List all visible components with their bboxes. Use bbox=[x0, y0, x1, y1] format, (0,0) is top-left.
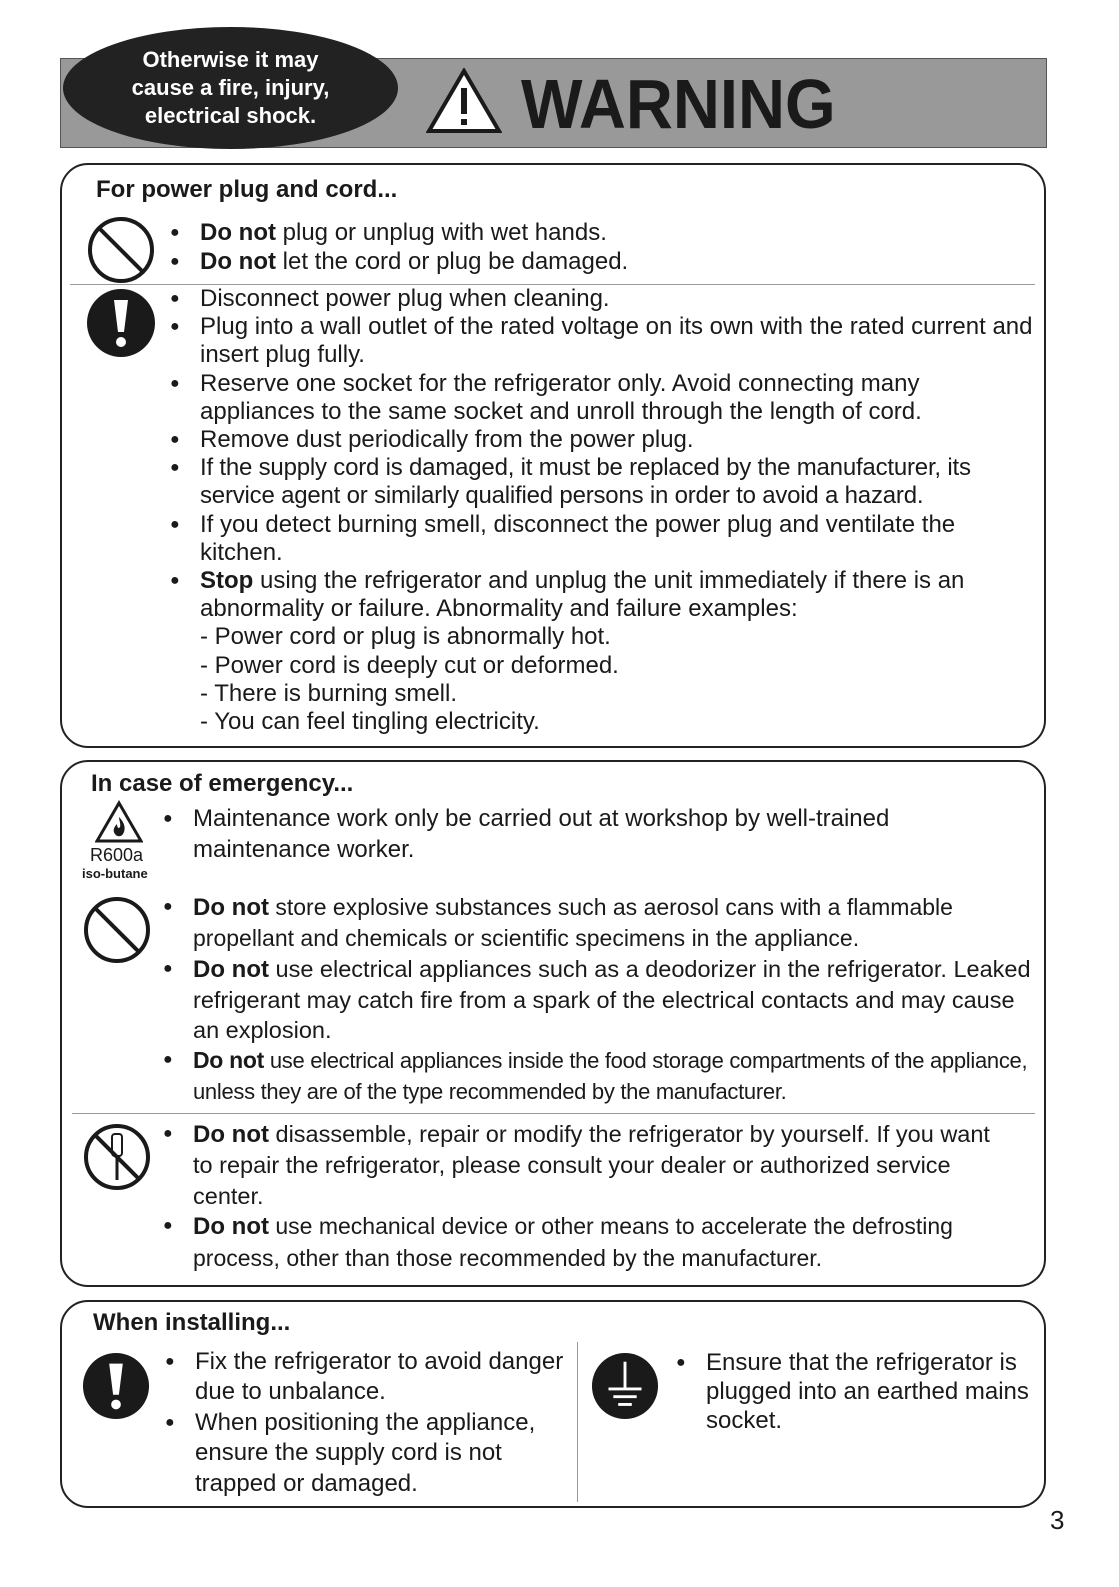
item-text: let the cord or plug be damaged. bbox=[275, 248, 629, 275]
list-item bbox=[170, 370, 1038, 426]
power-section-title: For power plug and cord... bbox=[96, 176, 398, 203]
item-text: Maintenance work only be carried out at workshop by well-trained maintenance worker. bbox=[193, 805, 890, 863]
example-line: - Power cord is deeply cut or deformed. bbox=[200, 651, 619, 679]
refrigerant-label: R600a bbox=[90, 845, 144, 865]
prohibition-icon bbox=[86, 215, 156, 285]
column-divider bbox=[577, 1342, 578, 1502]
prohibition-icon bbox=[82, 895, 152, 965]
item-text: Ensure that the refrigerator is plugged into an earthed mains socket. bbox=[706, 1349, 1029, 1435]
no-disassembly-icon bbox=[82, 1122, 152, 1192]
bold-lead: Do not bbox=[193, 1213, 269, 1241]
emergency-section-title: In case of emergency... bbox=[91, 770, 354, 797]
oval-line: Otherwise it may bbox=[142, 47, 319, 72]
warning-triangle-icon bbox=[426, 68, 502, 134]
example-line: - You can feel tingling electricity. bbox=[200, 708, 540, 736]
list-item bbox=[165, 1347, 570, 1408]
item-text: Disconnect power plug when cleaning. bbox=[200, 285, 610, 312]
mandatory-exclamation-icon bbox=[86, 288, 156, 358]
list-item bbox=[170, 511, 1038, 567]
item-text: using the refrigerator and unplug the unit immediately if there is an abnormality or failure. Abnormality and failure examples: bbox=[200, 567, 965, 623]
list-item bbox=[170, 567, 1038, 736]
warning-oval bbox=[63, 27, 398, 149]
bold-lead: Do not bbox=[193, 1047, 265, 1074]
example-line: - Power cord or plug is abnormally hot. bbox=[200, 623, 611, 651]
emergency-prohibit-list bbox=[163, 892, 1041, 1107]
list-item bbox=[163, 1211, 993, 1273]
list-item bbox=[165, 1408, 570, 1499]
bold-lead: Do not bbox=[193, 1121, 269, 1148]
item-text: store explosive substances such as aerosol cans with a flammable propellant and chemicals or scientific specimens in the appliance. bbox=[193, 894, 953, 952]
bold-lead: Do not bbox=[193, 955, 269, 983]
installing-section-title: When installing... bbox=[93, 1309, 291, 1336]
bold-lead: Stop bbox=[200, 567, 254, 595]
refrigerant-name: iso-butane bbox=[82, 866, 148, 881]
item-text: If you detect burning smell, disconnect the power plug and ventilate the kitchen. bbox=[200, 510, 956, 566]
list-item bbox=[163, 954, 1041, 1046]
list-item bbox=[676, 1348, 1036, 1436]
list-item bbox=[170, 454, 1038, 510]
item-text: Plug into a wall outlet of the rated voltage on its own with the rated current and insert plug fully. bbox=[200, 313, 1033, 369]
oval-line: electrical shock. bbox=[144, 103, 317, 128]
oval-line: cause a fire, injury, bbox=[131, 75, 330, 100]
item-text: use electrical appliances inside the food storage compartments of the appliance, unless they are of the type recommended by the manufacturer. bbox=[193, 1048, 1028, 1104]
list-item bbox=[163, 803, 973, 865]
bold-lead: Do not bbox=[200, 219, 276, 246]
mandatory-exclamation-icon bbox=[82, 1352, 150, 1420]
item-text: disassemble, repair or modify the refrigerator by yourself. If you want to repair the refrigerator, please consult your dealer or authorized service center. bbox=[193, 1121, 990, 1209]
item-text: use mechanical device or other means to accelerate the defrosting process, other than those recommended by the manufacturer. bbox=[193, 1213, 953, 1271]
maintenance-list bbox=[163, 803, 973, 865]
list-item bbox=[170, 426, 1038, 454]
installing-left-list bbox=[165, 1347, 570, 1499]
flammable-warning-icon bbox=[95, 800, 143, 844]
list-item bbox=[163, 1119, 993, 1211]
item-text: plug or unplug with wet hands. bbox=[275, 219, 607, 246]
page-number: 3 bbox=[1050, 1505, 1065, 1535]
list-item bbox=[170, 247, 1030, 276]
disassemble-list bbox=[163, 1119, 993, 1273]
example-line: - There is burning smell. bbox=[200, 679, 457, 707]
item-text: Remove dust periodically from the power plug. bbox=[200, 426, 694, 454]
item-text: Reserve one socket for the refrigerator only. Avoid connecting many appliances to the same socket and unroll through the length of cord. bbox=[200, 369, 922, 425]
item-text: When positioning the appliance, ensure the supply cord is not trapped or damaged. bbox=[195, 1408, 536, 1497]
list-item bbox=[170, 218, 1030, 247]
section-divider bbox=[72, 1113, 1035, 1114]
item-text: use electrical appliances such as a deodorizer in the refrigerator. Leaked refrigerant may catch fire from a spark of the electrical contacts and may cause an explosion. bbox=[193, 955, 1031, 1044]
list-item bbox=[163, 892, 1041, 954]
item-text: Fix the refrigerator to avoid danger due to unbalance. bbox=[195, 1348, 564, 1406]
earth-ground-icon bbox=[591, 1352, 659, 1420]
power-prohibit-list bbox=[170, 218, 1030, 276]
list-item bbox=[163, 1045, 1041, 1107]
page-title: WARNING bbox=[521, 65, 836, 143]
list-item bbox=[170, 285, 1038, 313]
list-item bbox=[170, 313, 1038, 369]
item-text: If the supply cord is damaged, it must be replaced by the manufacturer, its service agent or similarly qualified persons in order to avoid a hazard. bbox=[200, 454, 971, 510]
bold-lead: Do not bbox=[193, 894, 269, 921]
bold-lead: Do not bbox=[200, 248, 276, 275]
installing-right-list bbox=[676, 1348, 1036, 1436]
power-mandatory-list bbox=[170, 285, 1038, 736]
